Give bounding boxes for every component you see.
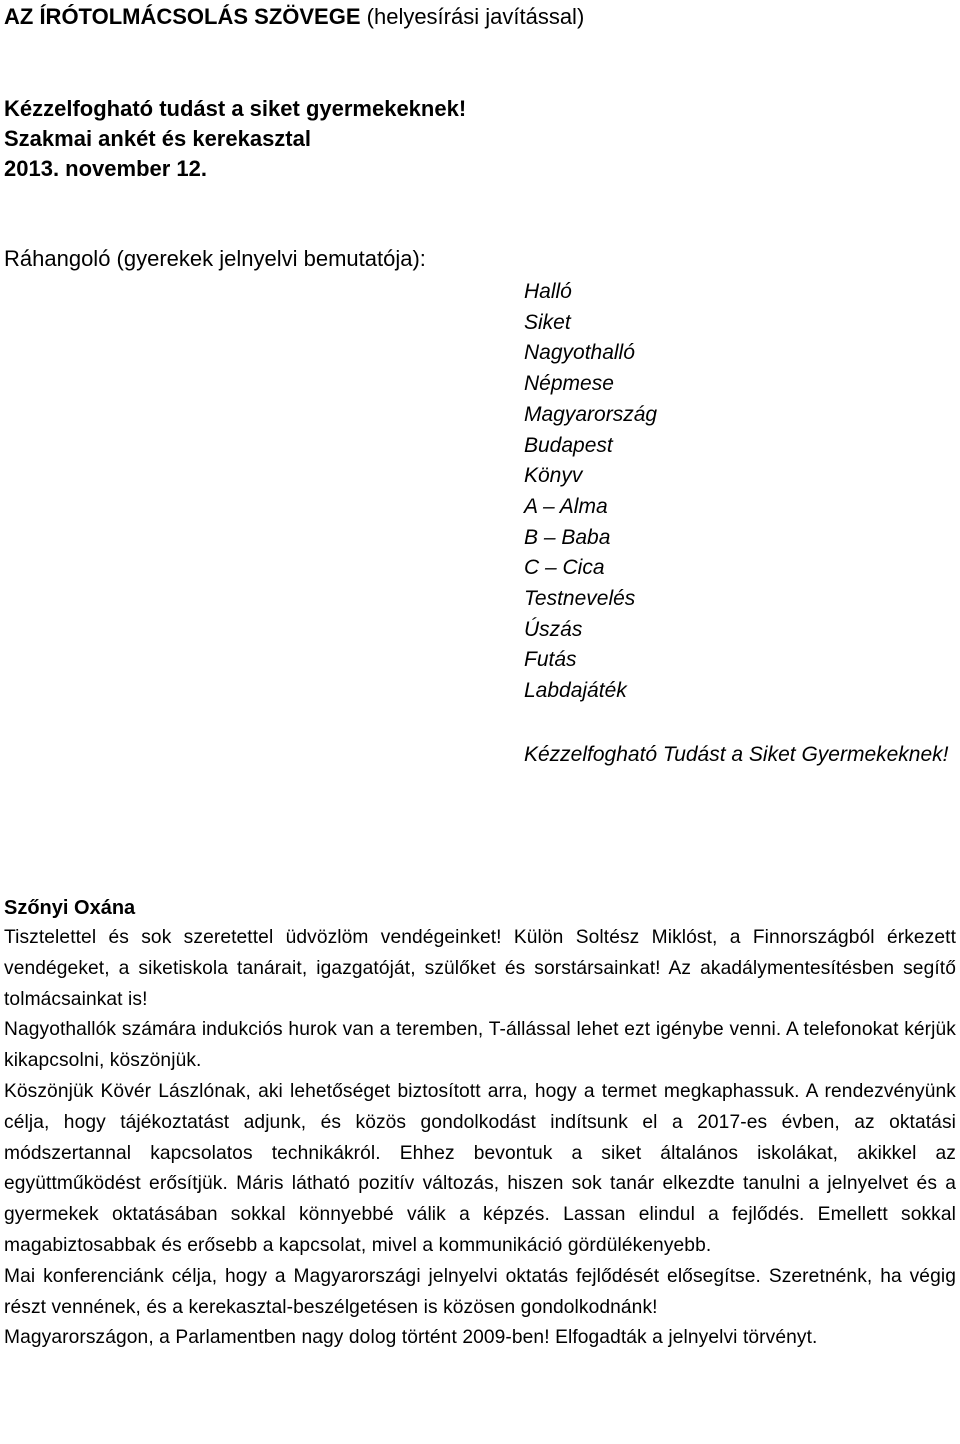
word-item: Budapest	[524, 433, 613, 457]
word-item: Nagyothalló	[524, 341, 635, 365]
document-title-note: (helyesírási javítással)	[366, 4, 585, 29]
word-item: Magyarország	[524, 402, 658, 426]
slogan: Kézzelfogható Tudást a Siket Gyermekeknek!	[524, 743, 949, 766]
word-item: Úszás	[524, 617, 583, 641]
word-item: Testnevelés	[524, 587, 636, 611]
speech-paragraph: Tisztelettel és sok szeretettel üdvözlöm vendégeinket! Külön Soltész Miklóst, a Finnországból érkezett vendégeket, a siketiskola tanárait, igazgatóját, szülőket és sorstársainkat! Az akadálymentesítésben segítő tolmácsainkat is!	[4, 927, 956, 1010]
speech-paragraph: Nagyothallók számára indukciós hurok van a teremben, T-állással lehet ezt igénybe venni. A telefonokat kérjük kikapcsolni, köszönjük.	[4, 1019, 956, 1072]
speaker-name: Szőnyi Oxána	[4, 897, 136, 919]
word-item: C – Cica	[524, 556, 605, 580]
word-item: Labdajáték	[524, 679, 627, 703]
word-item: Halló	[524, 280, 572, 303]
word-item: Siket	[524, 310, 571, 334]
word-item: A – Alma	[524, 494, 608, 518]
event-date: 2013. november 12.	[4, 156, 208, 181]
speech-paragraph: Köszönjük Kövér Lászlónak, aki lehetőséget biztosított arra, hogy a termet megkaphassuk. A rendezvényünk célja, hogy tájékoztatást adjunk, és közös gondolkodást indítsunk el a 2017-es évben, az oktatási módszertannal kapcsolatos technikákról. Ehhez bevontuk a siket általános iskolákat, akikkel az együttműködést erősítjük. Máris látható pozitív változás, hiszen sok tanár elkezdte tanulni a jelnyelvet és a gyermekek oktatásában sokkal könnyebbé válik a képzés. Lassan elindul a fejlődés. Emellett sokkal magabiztosabbak és erősebb a kapcsolat, mivel a kommunikáció gördülékenyebb.	[4, 1080, 956, 1256]
speech-paragraph: Magyarországon, a Parlamentben nagy dolog történt 2009-ben! Elfogadták a jelnyelvi törvényt.	[4, 1327, 818, 1349]
sign-language-word-list	[524, 277, 657, 707]
word-item: Futás	[524, 648, 577, 672]
event-subtitle: Szakmai ankét és kerekasztal	[4, 126, 311, 151]
word-item: Könyv	[524, 464, 583, 488]
word-item: B – Baba	[524, 525, 611, 549]
speech-body	[4, 923, 956, 1354]
event-title: Kézzelfogható tudást a siket gyermekeknek!	[4, 96, 467, 121]
intro-label: Ráhangoló (gyerekek jelnyelvi bemutatója):	[4, 246, 426, 271]
speech-paragraph: Mai konferenciánk célja, hogy a Magyarországi jelnyelvi oktatás fejlődését elősegítse. Szeretnénk, ha végig részt vennének, és a kerekasztal-beszélgetésen is közösen gondolkodnánk!	[4, 1265, 956, 1318]
document-title-main: AZ ÍRÓTOLMÁCSOLÁS SZÖVEGE	[4, 4, 361, 29]
word-item: Népmese	[524, 372, 614, 396]
document-title	[4, 2, 584, 32]
